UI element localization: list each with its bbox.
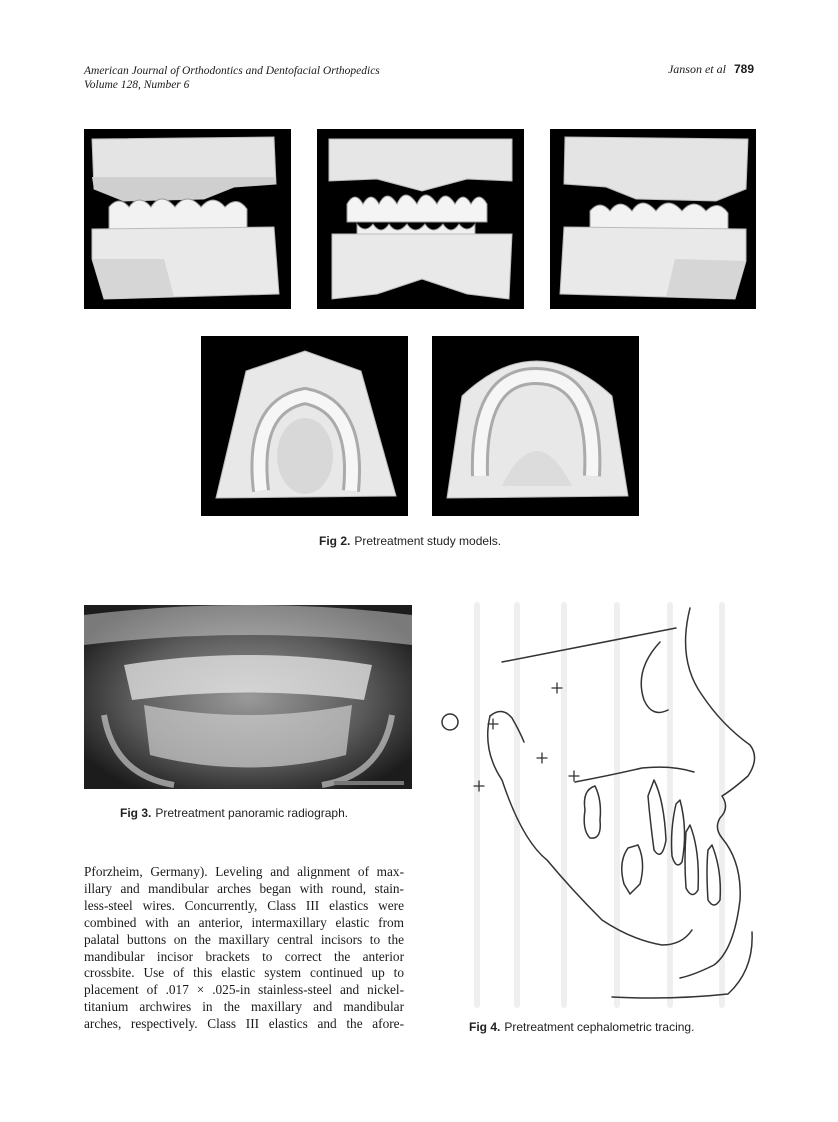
fig4-label: Fig 4.	[469, 1020, 501, 1034]
fig3-caption	[120, 806, 348, 820]
fig2-caption	[319, 534, 501, 548]
journal-title: American Journal of Orthodontics and Dentofacial Orthopedics	[84, 65, 380, 77]
body-line: combined with an anterior, intermaxillary elastic from	[84, 914, 404, 930]
fig4-caption-text: Pretreatment cephalometric tracing.	[504, 1020, 695, 1034]
running-header-right	[668, 62, 754, 76]
fig3-caption-text: Pretreatment panoramic radiograph.	[155, 806, 349, 820]
body-line: palatal buttons on the maxillary central incisors to the	[84, 931, 404, 947]
body-line: crossbite. Use of this elastic system continued up to	[84, 965, 404, 981]
body-paragraph	[84, 864, 404, 1033]
body-line: placement of .017 × .025-in stainless-steel and nickel-	[84, 982, 404, 998]
fig2-label: Fig 2.	[319, 534, 351, 548]
body-line: less-steel wires. Concurrently, Class III elastics were	[84, 897, 404, 913]
body-line: arches, respectively. Class III elastics and the afore-	[84, 1016, 404, 1032]
panoramic-radiograph	[84, 605, 412, 789]
fig2-caption-text: Pretreatment study models.	[354, 534, 502, 548]
body-line: titanium archwires in the maxillary and mandibular	[84, 999, 404, 1015]
author-line: Janson et al	[667, 62, 726, 76]
body-line: illary and mandibular arches began with round, stain-	[84, 880, 404, 896]
study-model-maxillary-occlusal-photo	[201, 336, 408, 516]
journal-volume: Volume 128, Number 6	[84, 79, 190, 91]
fig3-label: Fig 3.	[120, 806, 152, 820]
running-header-left	[84, 64, 380, 92]
body-line: mandibular incisor brackets to correct the anterior	[84, 948, 404, 964]
study-model-mandibular-occlusal-photo	[432, 336, 639, 516]
fig4-caption	[469, 1020, 694, 1034]
study-model-left-lateral-photo	[550, 129, 756, 309]
study-model-right-lateral-photo	[84, 129, 291, 309]
body-line: Pforzheim, Germany). Leveling and alignment of max-	[84, 864, 404, 879]
page-number: 789	[733, 62, 754, 76]
cephalometric-tracing	[432, 600, 772, 1010]
study-model-frontal-photo	[317, 129, 524, 309]
